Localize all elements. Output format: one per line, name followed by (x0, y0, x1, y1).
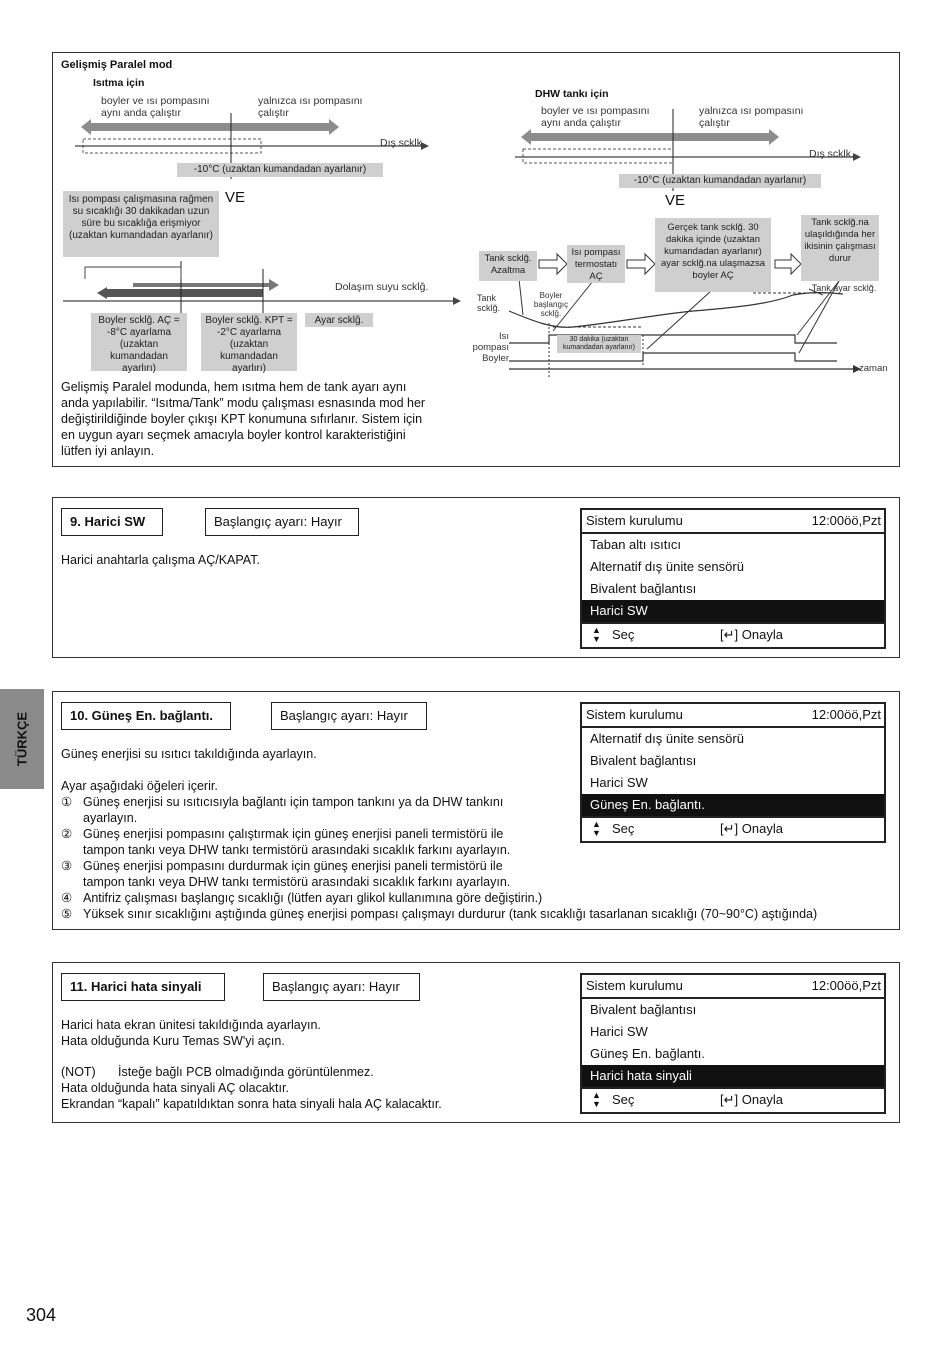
paragraph-line: değiştirildiğinde boyler çıkışı KPT konumuna sıfırlanır. Sistem için (61, 412, 423, 426)
section-10-desc: Güneş enerjisi su ısıtıcı takıldığında ayarlayın. (61, 747, 317, 761)
item-text: Güneş enerjisi pompasını durdurmak için güneş enerjisi paneli termistörü ile (83, 859, 503, 873)
item-text: Güneş enerjisi pompasını çalıştırmak için güneş enerjisi paneli termistörü ile (83, 827, 504, 841)
menu-item[interactable]: Taban altı ısıtıcı (590, 537, 682, 552)
confirm-label: Onayla (741, 1092, 783, 1107)
tank-set-label: Tank ayar scklğ. (811, 283, 877, 293)
and-label-left: VE (225, 189, 246, 206)
setting-item-3 (61, 858, 510, 890)
hp-only-label: yalnızca ısı pompasını çalıştır (258, 95, 363, 119)
set-temp-box: Ayar scklğ. (305, 313, 373, 327)
select-label: Seç (612, 1092, 635, 1107)
tank-drop-box: Tank scklğ. Azaltma (479, 251, 537, 281)
setting-item-5 (61, 906, 817, 922)
section-10-intro: Ayar aşağıdaki öğeleri içerir. (61, 779, 218, 793)
diagram-paragraph (61, 379, 481, 459)
menu-item-selected[interactable]: Harici hata sinyali (582, 1065, 884, 1087)
lcd-screen-11 (580, 973, 886, 1114)
menu-item[interactable]: Bivalent bağlantısı (590, 753, 697, 768)
item-text: tampon tankı veya DHW tankı termistörü arasındaki sıcaklık farkını ayarlayın. (83, 843, 511, 857)
item-text: tampon tankı veya DHW tankı termistörü arasındaki sıcaklık farkını ayarlayın. (83, 875, 511, 889)
lcd-screen-10 (580, 702, 886, 843)
section-11 (52, 962, 900, 1123)
item-text: Yüksek sınır sıcaklığını aştığında güneş enerjisi pompası çalışmayı durdurur (tank sıcaklığı tasarlanan sıcaklığı (70~90°C) aştığında) (83, 907, 818, 921)
lcd-time: 12:00öö,Pzt (811, 513, 881, 528)
diagram-panel (52, 52, 900, 467)
flow-temp-label: Dolaşım suyu scklğ. (335, 281, 429, 293)
menu-item[interactable]: Harici SW (590, 775, 648, 790)
enter-icon: [↵] (720, 627, 739, 642)
lcd-header (582, 704, 884, 728)
lcd-screen-9 (580, 508, 886, 649)
lcd-header (582, 975, 884, 999)
dhw-outdoor-temp-label: Dış scklk. (809, 148, 854, 160)
lcd-title: Sistem kurulumu (586, 978, 683, 993)
tank-temp-label: Tank scklğ. (477, 293, 501, 313)
thirty-min-box: 30 dakika (uzaktan kumandadan ayarlanır) (557, 335, 641, 353)
menu-item-selected[interactable]: Harici SW (582, 600, 884, 622)
real-tank-box: Gerçek tank scklğ. 30 dakika içinde (uzaktan kumandadan ayarlanır) ayar scklğ.na ulaşmazsa boyler AÇ (655, 218, 771, 292)
heat-pump-label: Isı pompası (472, 331, 509, 353)
item-number: ④ (61, 891, 73, 905)
section-9 (52, 497, 900, 658)
lcd-footer (582, 622, 884, 646)
section-10-initial: Başlangıç ayarı: Hayır (271, 702, 427, 730)
lcd-title: Sistem kurulumu (586, 707, 683, 722)
paragraph-line: en uygun ayarı seçmek amacıyla boyler kontrol karakteristiğini (61, 428, 406, 442)
lcd-title: Sistem kurulumu (586, 513, 683, 528)
item-number: ③ (61, 859, 73, 873)
note-line (61, 1064, 561, 1080)
page-number: 304 (26, 1305, 57, 1325)
up-down-icon: ▲ ▼ (592, 1090, 601, 1109)
section-11-initial: Başlangıç ayarı: Hayır (263, 973, 420, 1001)
language-tab-label: TÜRKÇE (14, 711, 30, 767)
confirm-group[interactable] (720, 818, 783, 840)
text-line: Ekrandan “kapalı” kapatıldıktan sonra hata sinyali hala AÇ kalacaktır. (61, 1097, 442, 1111)
lcd-header (582, 510, 884, 534)
paragraph-line: Gelişmiş Paralel modunda, hem ısıtma hem de tank ayarı aynı (61, 380, 407, 394)
section-11-title: 11. Harici hata sinyali (61, 973, 225, 1001)
boiler-label: Boyler (482, 353, 509, 364)
hp-condition-box: Isı pompası çalışmasına rağmen su sıcaklığı 30 dakikadan uzun süre bu sıcaklığa erişmiyor (uzaktan kumandadan ayarlanır) (63, 191, 219, 257)
setting-item-1 (61, 794, 503, 826)
item-text: ayarlayın. (83, 811, 138, 825)
item-text: Antifriz çalışması başlangıç sıcaklığı (lütfen ayarı glikol kullanımına göre değiştirin.) (83, 891, 543, 905)
section-10-title: 10. Güneş En. bağlantı. (61, 702, 231, 730)
menu-item[interactable]: Bivalent bağlantısı (590, 1002, 697, 1017)
item-number: ① (61, 795, 73, 809)
both-run-label: boyler ve ısı pompasını aynı anda çalıştır (101, 95, 210, 119)
confirm-label: Onayla (741, 821, 783, 836)
menu-item[interactable]: Harici SW (590, 1024, 648, 1039)
section-11-text (61, 1017, 561, 1112)
paragraph-line: anda yapılabilir. “Isıtma/Tank” modu çalışması esnasında mod her (61, 396, 426, 410)
text-line: Hata olduğunda hata sinyali AÇ olacaktır. (61, 1081, 289, 1095)
setpoint-box: -10°C (uzaktan kumandadan ayarlanır) (177, 163, 383, 177)
text-line: Hata olduğunda Kuru Temas SW'yi açın. (61, 1034, 285, 1048)
text-line: Harici hata ekran ünitesi takıldığında ayarlayın. (61, 1018, 321, 1032)
menu-item[interactable]: Bivalent bağlantısı (590, 581, 697, 596)
heating-label: Isıtma için (93, 77, 145, 89)
up-down-icon: ▲ ▼ (592, 819, 601, 838)
lcd-footer (582, 1087, 884, 1111)
tank-reached-box: Tank scklğ.na ulaşıldığında her ikisinin çalışması durur (801, 215, 879, 281)
item-number: ② (61, 827, 73, 841)
boiler-on-box: Boyler scklğ. AÇ = -8°C ayarlama (uzaktan kumandadan ayarlırı) (91, 313, 187, 371)
menu-item[interactable]: Güneş En. bağlantı. (590, 1046, 705, 1061)
item-text: Güneş enerjisi su ısıtıcısıyla bağlantı için tampon tankını ya da DHW tankını (83, 795, 504, 809)
time-label: zaman (859, 363, 888, 374)
setting-item-4 (61, 890, 542, 906)
menu-item-selected[interactable]: Güneş En. bağlantı. (582, 794, 884, 816)
dhw-label: DHW tankı için (535, 88, 609, 100)
and-label-right: VE (665, 192, 686, 209)
enter-icon: [↵] (720, 1092, 739, 1107)
select-label: Seç (612, 627, 635, 642)
section-10 (52, 691, 900, 930)
dhw-both-run-label: boyler ve ısı pompasını aynı anda çalıştır (541, 105, 650, 129)
hp-thermostat-box: Isı pompası termostatı AÇ (567, 245, 625, 283)
menu-item[interactable]: Alternatif dış ünite sensörü (590, 731, 744, 746)
menu-item[interactable]: Alternatif dış ünite sensörü (590, 559, 744, 574)
confirm-group[interactable] (720, 1089, 783, 1111)
boiler-start-label: Boyler başlangıç scklğ. (533, 291, 569, 318)
setting-item-2 (61, 826, 510, 858)
outdoor-temp-label: Dış scklk. (380, 137, 425, 149)
lcd-time: 12:00öö,Pzt (811, 707, 881, 722)
section-9-title: 9. Harici SW (61, 508, 163, 536)
note-label: (NOT) (61, 1065, 96, 1079)
confirm-label: Onayla (741, 627, 783, 642)
up-down-icon: ▲ ▼ (592, 625, 601, 644)
select-label: Seç (612, 821, 635, 836)
section-9-initial: Başlangıç ayarı: Hayır (205, 508, 359, 536)
lcd-time: 12:00öö,Pzt (811, 978, 881, 993)
dhw-hp-only-label: yalnızca ısı pompasını çalıştır (699, 105, 804, 129)
diagram-title: Gelişmiş Paralel mod (61, 59, 173, 71)
enter-icon: [↵] (720, 821, 739, 836)
section-9-desc: Harici anahtarla çalışma AÇ/KAPAT. (61, 553, 260, 567)
language-tab (0, 689, 44, 789)
dhw-setpoint-box: -10°C (uzaktan kumandadan ayarlanır) (619, 174, 821, 188)
lcd-footer (582, 816, 884, 840)
confirm-group[interactable] (720, 624, 783, 646)
paragraph-line: lütfen iyi anlayın. (61, 444, 155, 458)
note-text: İsteğe bağlı PCB olmadığında görüntülenmez. (118, 1065, 374, 1079)
boiler-off-box: Boyler scklğ. KPT = -2°C ayarlama (uzaktan kumandadan ayarlırı) (201, 313, 297, 371)
item-number: ⑤ (61, 907, 73, 921)
